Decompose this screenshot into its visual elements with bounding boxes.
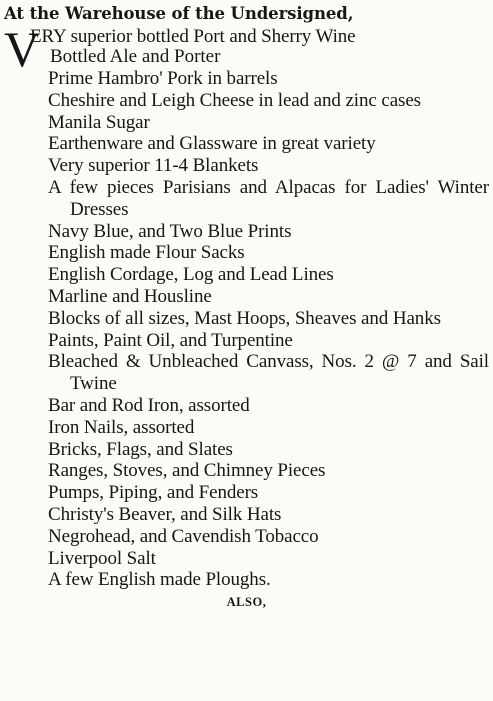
goods-list — [4, 68, 489, 591]
list-item: Prime Hambro' Pork in barrels — [48, 68, 278, 89]
list-item: Liverpool Salt — [48, 547, 156, 569]
list-item: Christy's Beaver, and Silk Hats — [48, 503, 282, 525]
list-item: Earthenware and Glassware in great variety — [48, 133, 376, 155]
advert-heading: At the Warehouse of the Undersigned, — [4, 4, 354, 23]
list-item: English Cordage, Log and Lead Lines — [48, 264, 334, 286]
list-item: Bleached & Unbleached Canvass, Nos. 2 @ 7 and Sail Twine — [48, 351, 489, 395]
list-item: Cheshire and Leigh Cheese in lead and zinc cases — [48, 89, 421, 111]
list-item: Iron Nails, assorted — [48, 416, 195, 438]
first-item — [4, 21, 489, 77]
list-item: Very superior 11-4 Blankets — [48, 155, 259, 177]
footer-also: ALSO, — [226, 595, 267, 610]
drop-cap: V — [4, 21, 41, 77]
first-item-line-2: Bottled Ale and Porter — [50, 46, 221, 67]
list-item: A few English made Ploughs. — [48, 569, 271, 591]
list-item: Bricks, Flags, and Slates — [48, 438, 233, 460]
list-item: Paints, Paint Oil, and Turpentine — [48, 329, 293, 351]
first-item-line-1: ERY superior bottled Port and Sherry Wine — [30, 26, 356, 47]
list-item: A few pieces Parisians and Alpacas for Ladies' Winter Dresses — [48, 176, 489, 220]
list-item: Bar and Rod Iron, assorted — [48, 394, 250, 416]
list-item: Ranges, Stoves, and Chimney Pieces — [48, 460, 326, 482]
list-item: English made Flour Sacks — [48, 242, 245, 264]
list-item: Blocks of all sizes, Mast Hoops, Sheaves and Hanks — [48, 307, 441, 329]
list-item: Navy Blue, and Two Blue Prints — [48, 220, 292, 242]
advertisement — [0, 2, 493, 701]
list-item: Marline and Housline — [48, 285, 212, 307]
list-item: Manila Sugar — [48, 111, 150, 133]
list-item: Pumps, Piping, and Fenders — [48, 482, 259, 504]
list-item: Negrohead, and Cavendish Tobacco — [48, 525, 319, 547]
